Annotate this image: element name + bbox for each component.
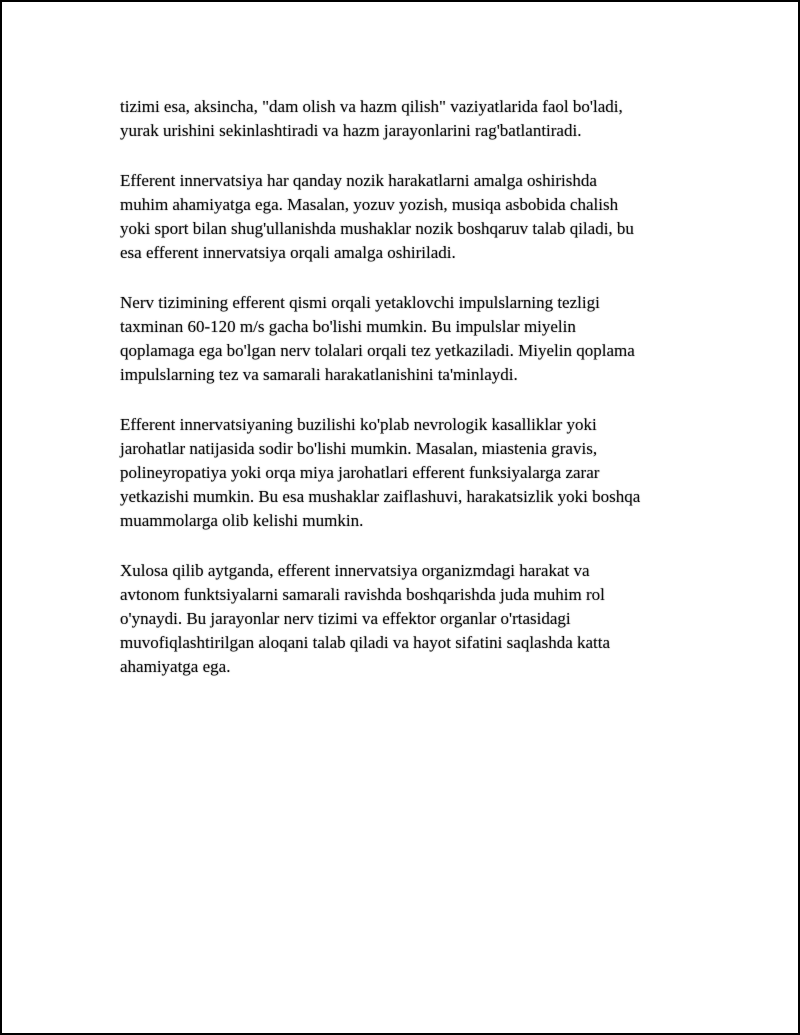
text-line: jarohatlar natijasida sodir bo'lishi mumkin. Masalan, miastenia gravis,: [120, 439, 598, 458]
text-line: muammolarga olib kelishi mumkin.: [120, 511, 364, 530]
text-line: o'ynaydi. Bu jarayonlar nerv tizimi va effektor organlar o'rtasidagi: [120, 609, 571, 628]
text-line: taxminan 60-120 m/s gacha bo'lishi mumkin. Bu impulslar miyelin: [120, 317, 576, 336]
text-line: Nerv tizimining efferent qismi orqali yetaklovchi impulslarning tezligi: [120, 293, 600, 312]
text-line: Efferent innervatsiya har qanday nozik harakatlarni amalga oshirishda: [120, 171, 597, 190]
paragraph-4: [120, 413, 690, 533]
text-line: muvofiqlashtirilgan aloqani talab qiladi va hayot sifatini saqlashda katta: [120, 633, 611, 652]
text-line: yoki sport bilan shug'ullanishda mushaklar nozik boshqaruv talab qiladi, bu: [120, 219, 634, 238]
paragraph-1: [120, 95, 690, 143]
text-line: esa efferent innervatsiya orqali amalga oshiriladi.: [120, 243, 456, 262]
text-line: yetkazishi mumkin. Bu esa mushaklar zaiflashuvi, harakatsizlik yoki boshqa: [120, 487, 641, 506]
text-line: impulslarning tez va samarali harakatlanishini ta'minlaydi.: [120, 365, 518, 384]
text-line: yurak urishini sekinlashtiradi va hazm jarayonlarini rag'batlantiradi.: [120, 121, 582, 140]
text-line: qoplamaga ega bo'lgan nerv tolalari orqali tez yetkaziladi. Miyelin qoplama: [120, 341, 635, 360]
text-line: Xulosa qilib aytganda, efferent innervatsiya organizmdagi harakat va: [120, 561, 590, 580]
text-line: avtonom funktsiyalarni samarali ravishda boshqarishda juda muhim rol: [120, 585, 605, 604]
text-line: muhim ahamiyatga ega. Masalan, yozuv yozish, musiqa asbobida chalish: [120, 195, 619, 214]
paragraph-3: [120, 291, 690, 387]
paragraph-2: [120, 169, 690, 265]
text-line: polineyropatiya yoki orqa miya jarohatlari efferent funksiyalarga zarar: [120, 463, 600, 482]
paragraph-5: [120, 559, 690, 679]
text-line: tizimi esa, aksincha, "dam olish va hazm qilish" vaziyatlarida faol bo'ladi,: [120, 97, 623, 116]
text-line: ahamiyatga ega.: [120, 657, 231, 676]
text-line: Efferent innervatsiyaning buzilishi ko'plab nevrologik kasalliklar yoki: [120, 415, 597, 434]
document-body: [120, 95, 690, 705]
